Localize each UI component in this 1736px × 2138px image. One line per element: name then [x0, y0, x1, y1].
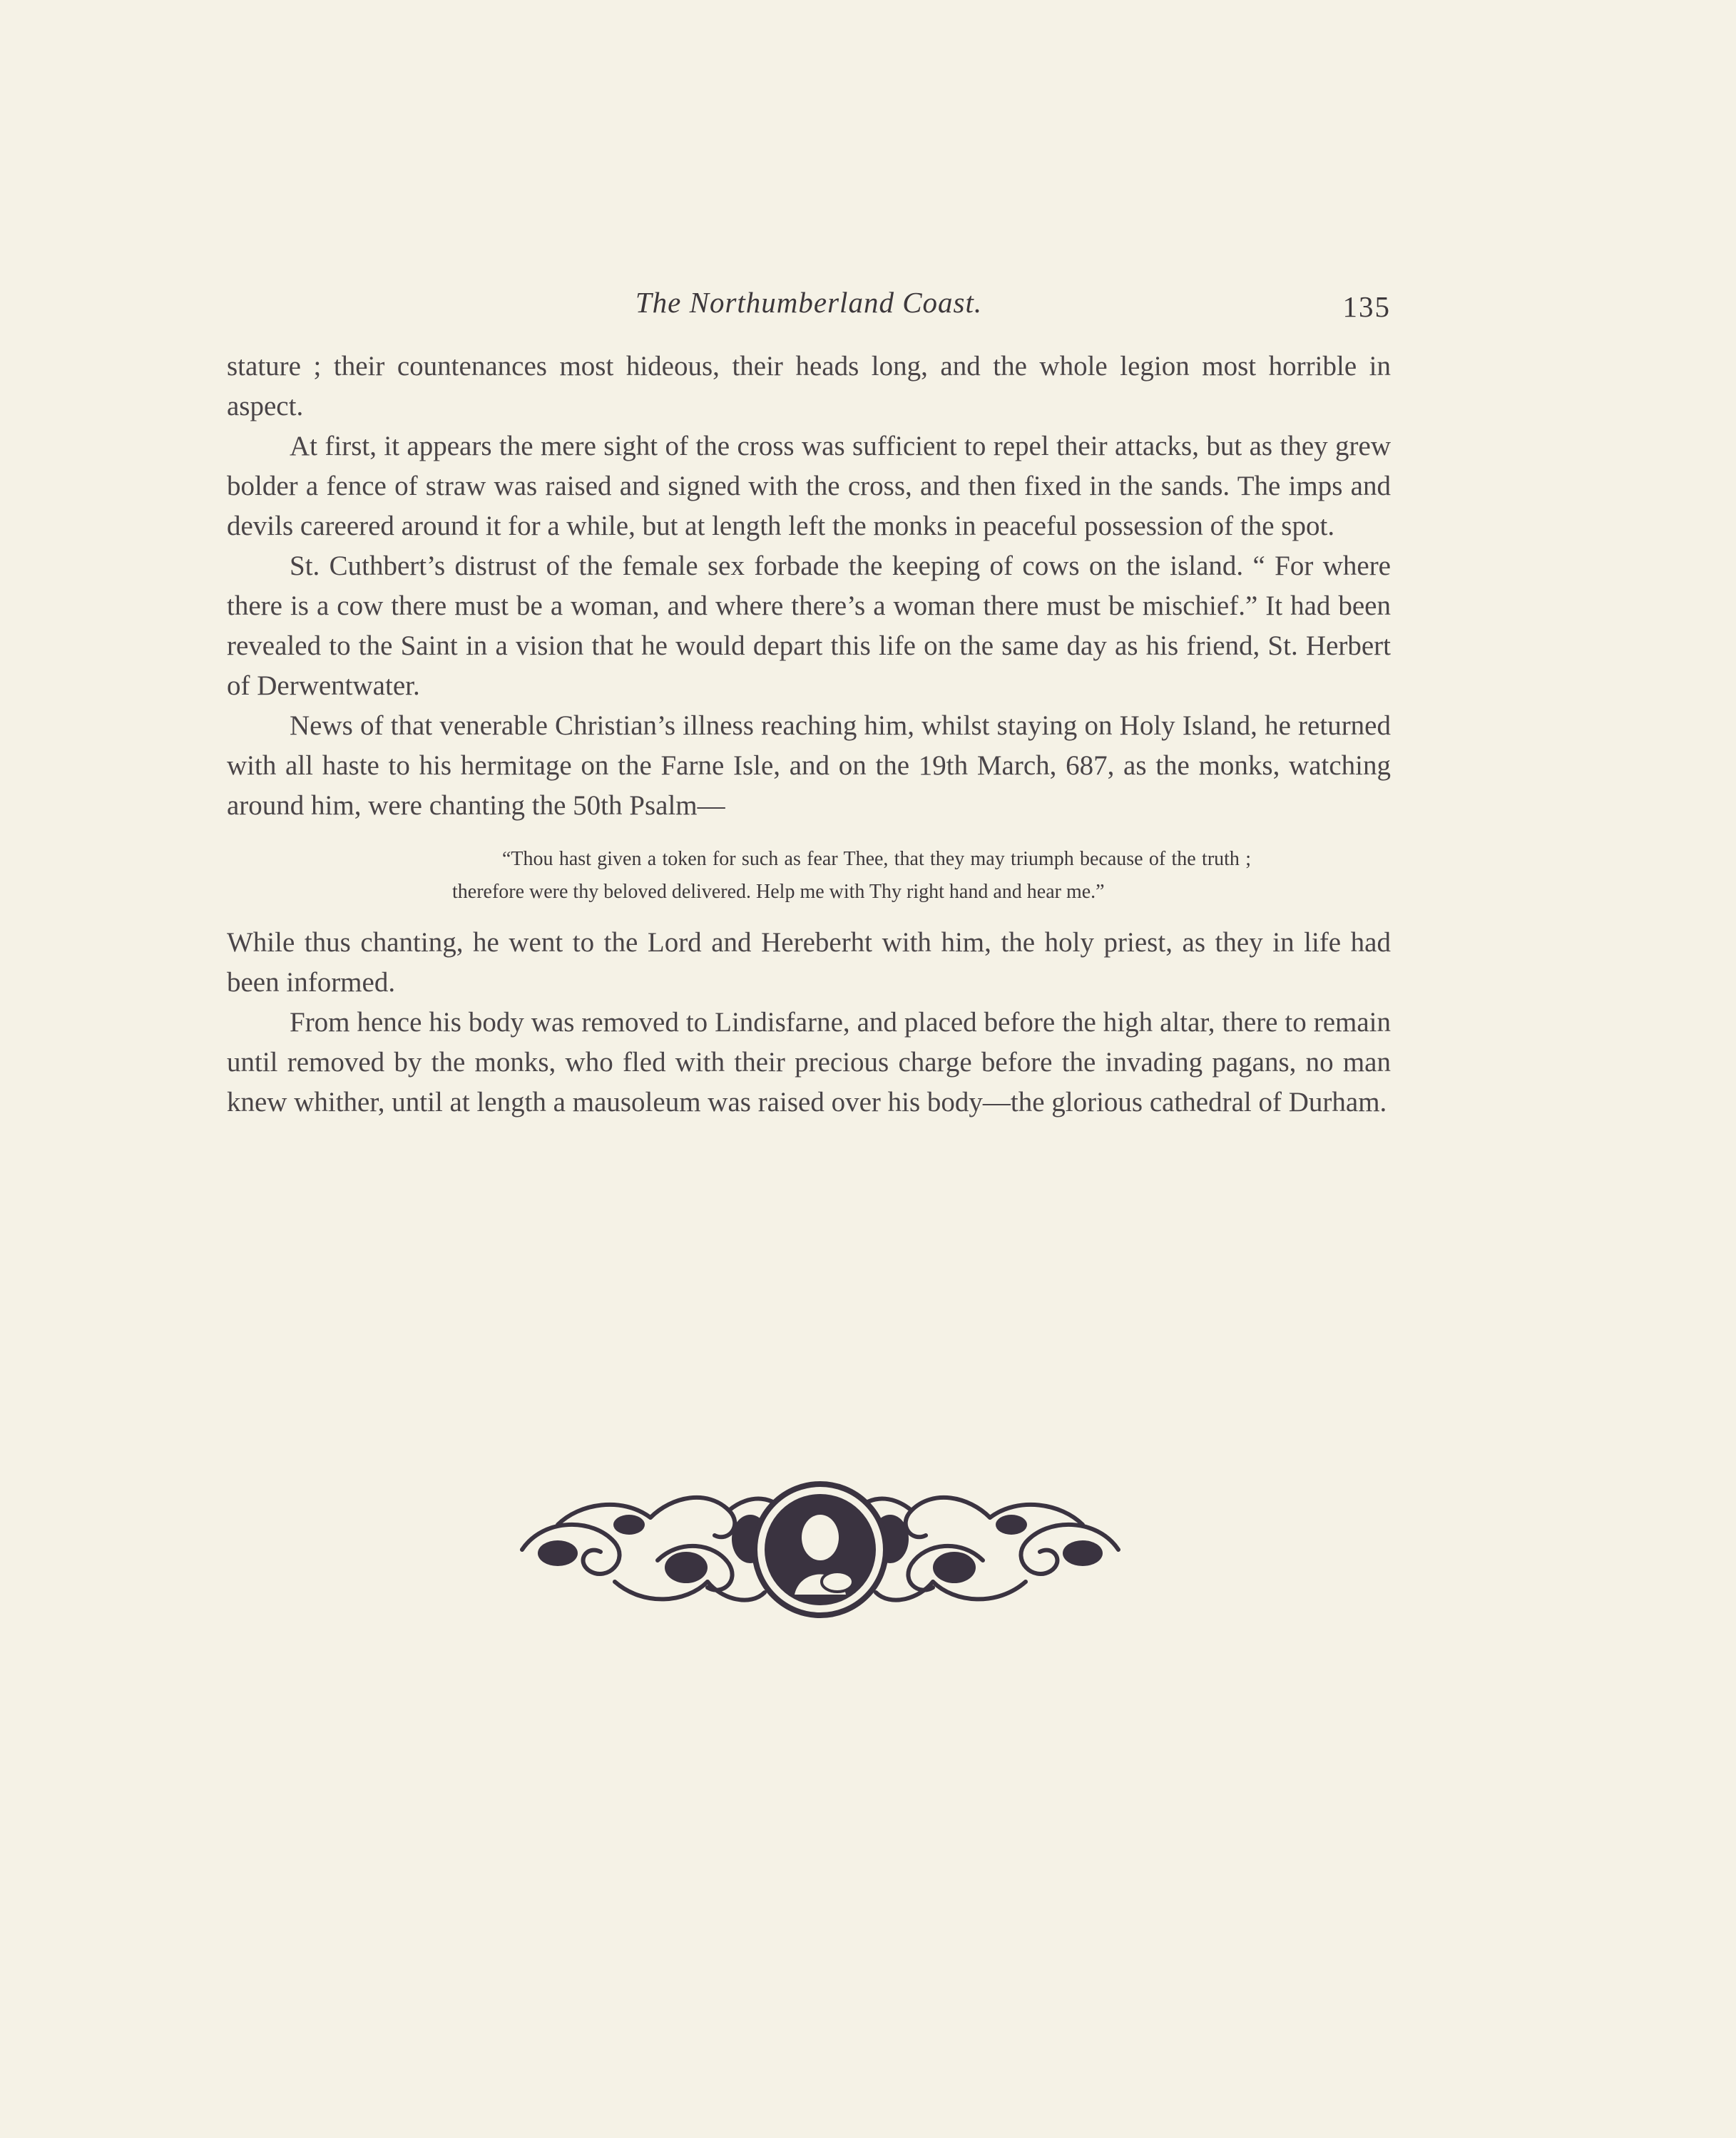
- page-header: [227, 285, 1391, 328]
- paragraph-durham: From hence his body was removed to Lindisfarne, and placed before the high altar, there to remain until removed by the monks, who fled with their precious charge before the invading pagans, no man knew whither, until at length a mausoleum was raised over his body—the glorious cathedral of Durham.: [227, 1007, 1391, 1117]
- running-title: The Northumberland Coast.: [635, 286, 983, 319]
- paragraph-chanting: While thus chanting, he went to the Lord and Hereberht with him, the holy priest, as they in life had been informed.: [227, 927, 1391, 998]
- paragraph-cows: St. Cuthbert’s distrust of the female sex forbade the keeping of cows on the island. “ For where there is a cow there must be a woman, and where there’s a woman there must be mischief.” It had been revealed to the Saint in a vision that he would depart this life on the same day as his friend, St. Herbert of Derwentwater.: [227, 551, 1391, 701]
- page-number: 135: [1342, 290, 1391, 323]
- paragraph-news: News of that venerable Christian’s illness reaching him, whilst staying on Holy Island, he returned with all haste to his hermitage on the Farne Isle, and on the 19th March, 687, as the monks, watching around him, were chanting the 50th Psalm—: [227, 710, 1391, 821]
- body-text: [227, 347, 1391, 1122]
- floral-tailpiece-icon: [515, 1475, 1125, 1625]
- psalm-quote: “Thou hast given a token for such as fear Thee, that they may triumph because of the truth ; therefore were thy beloved delivered. Help me with Thy right hand and hear me.”: [452, 848, 1251, 903]
- paragraph-stature: stature ; their countenances most hideous, their heads long, and the whole legion most horrible in aspect.: [227, 351, 1391, 421]
- paragraph-cross: At first, it appears the mere sight of the cross was sufficient to repel their attacks, but as they grew bolder a fence of straw was raised and signed with the cross, and then fixed in the sands. The imps and devils careered around it for a while, but at length left the monks in peaceful possession of the spot.: [227, 431, 1391, 541]
